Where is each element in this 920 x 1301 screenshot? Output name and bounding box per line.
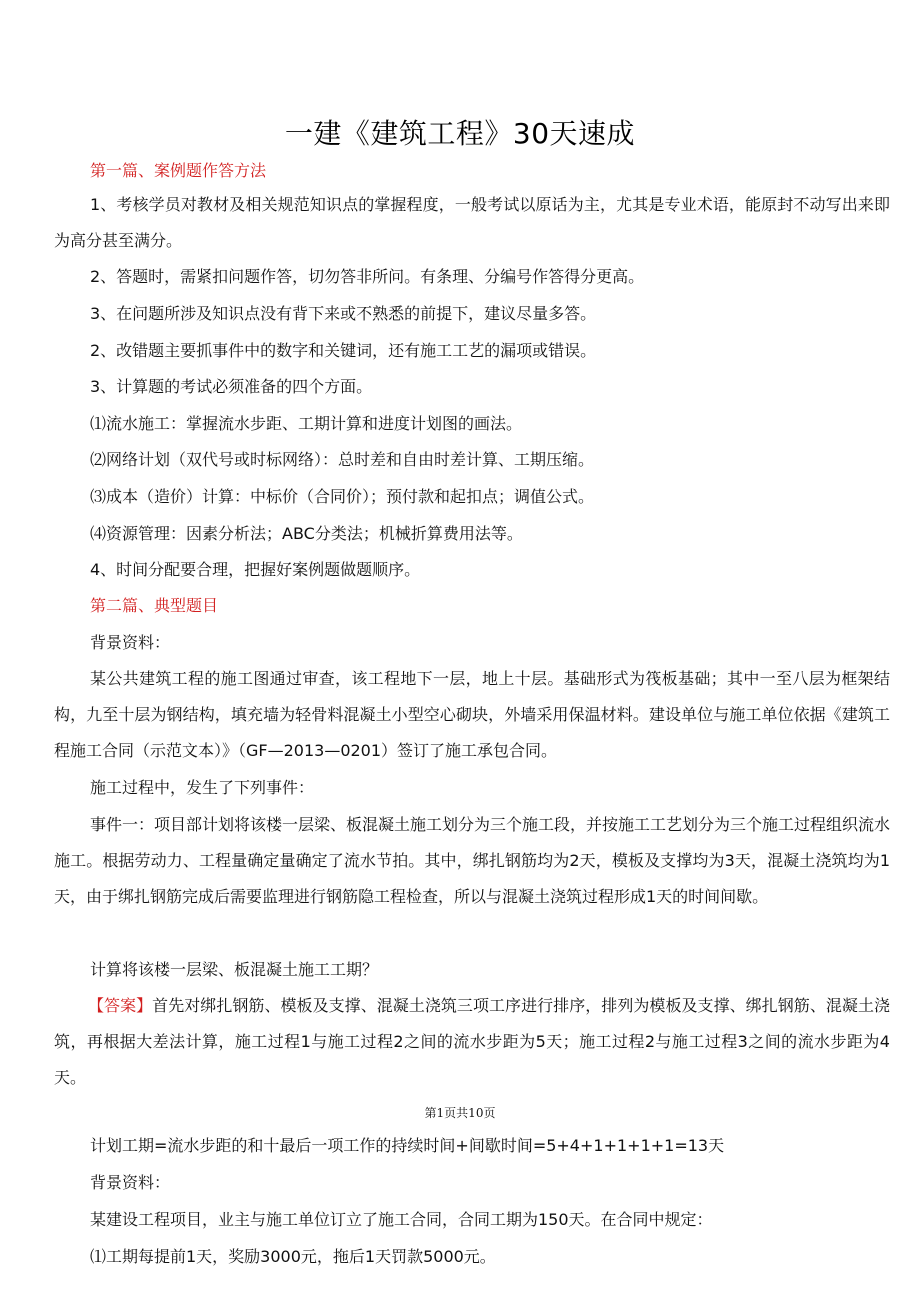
page-footer: 第1页共10页 (424, 1106, 496, 1120)
contract-text: 某建设工程项目，业主与施工单位订立了施工合同，合同工期为150天。在合同中规定： (90, 1210, 713, 1229)
answer-tag: 【答案】 (88, 996, 153, 1015)
paragraph-item-6: ⑴流水施工：掌握流水步距、工期计算和进度计划图的画法。 (90, 414, 523, 433)
page-title: 一建《建筑工程》30天速成 (284, 117, 636, 150)
answer-text: 首先对绑扎钢筋、模板及支撑、混凝土浇筑三项工序进行排序，排列为模板及支撑、绑扎钢筋、混凝土浇筑，再根据大差法计算，施工过程1与施工过程2之间的流水步距为5天；施工过程2与施工过程3之间的流水步距为4天。 (54, 996, 890, 1087)
plan-period-formula: 计划工期=流水步距的和十最后一项工作的持续时间+间歇时间=5+4+1+1+1+1=13天 (90, 1136, 725, 1155)
background-label-2: 背景资料： (90, 1173, 171, 1192)
question: 计算将该楼一层梁、板混凝土施工工期？ (90, 960, 379, 979)
paragraph-item-10: 4、时间分配要合理，把握好案例题做题顺序。 (90, 560, 421, 579)
paragraph-item-2: 2、答题时，需紧扣问题作答，切勿答非所问。有条理、分编号作答得分更高。 (90, 267, 645, 286)
paragraph-item-1: 1、考核学员对教材及相关规范知识点的掌握程度，一般考试以原话为主，尤其是专业术语，能原封不动写出来即为高分甚至满分。 (54, 195, 890, 250)
background-text: 某公共建筑工程的施工图通过审查，该工程地下一层，地上十层。基础形式为筏板基础；其中一至八层为框架结构，九至十层为钢结构，填充墙为轻骨料混凝土小型空心砌块，外墙采用保温材料。建设单位与施工单位依据《建筑工程施工合同（示范文本）》（GF—2013—0201）签订了施工承包合同。 (54, 669, 890, 760)
section-heading-1: 第一篇、案例题作答方法 (90, 161, 267, 180)
paragraph-item-9: ⑷资源管理：因素分析法；ABC分类法；机械折算费用法等。 (90, 524, 523, 543)
paragraph-item-4: 2、改错题主要抓事件中的数字和关键词，还有施工工艺的漏项或错误。 (90, 341, 597, 360)
event-one: 事件一：项目部计划将该楼一层梁、板混凝土施工划分为三个施工段，并按施工工艺划分为三个施工过程组织流水施工。根据劳动力、工程量确定量确定了流水节拍。其中，绑扎钢筋均为2天，模板及支撑均为3天，混凝土浇筑均为1天，由于绑扎钢筋完成后需要监理进行钢筋隐工程检查，所以与混凝土浇筑过程形成1天的时间间歇。 (54, 815, 891, 906)
section-heading-2: 第二篇、典型题目 (90, 596, 219, 615)
paragraph-item-7: ⑵网络计划（双代号或时标网络）：总时差和自由时差计算、工期压缩。 (90, 450, 595, 469)
paragraph-item-8: ⑶成本（造价）计算：中标价（合同价）；预付款和起扣点；调值公式。 (90, 487, 595, 506)
answer (54, 988, 890, 1096)
background-label: 背景资料： (90, 633, 171, 652)
paragraph-item-5: 3、计算题的考试必须准备的四个方面。 (90, 377, 373, 396)
paragraph-item-3: 3、在问题所涉及知识点没有背下来或不熟悉的前提下，建议尽量多答。 (90, 304, 597, 323)
events-intro: 施工过程中，发生了下列事件： (90, 778, 315, 797)
contract-item-1: ⑴工期每提前1天，奖励3000元，拖后1天罚款5000元。 (90, 1247, 496, 1266)
